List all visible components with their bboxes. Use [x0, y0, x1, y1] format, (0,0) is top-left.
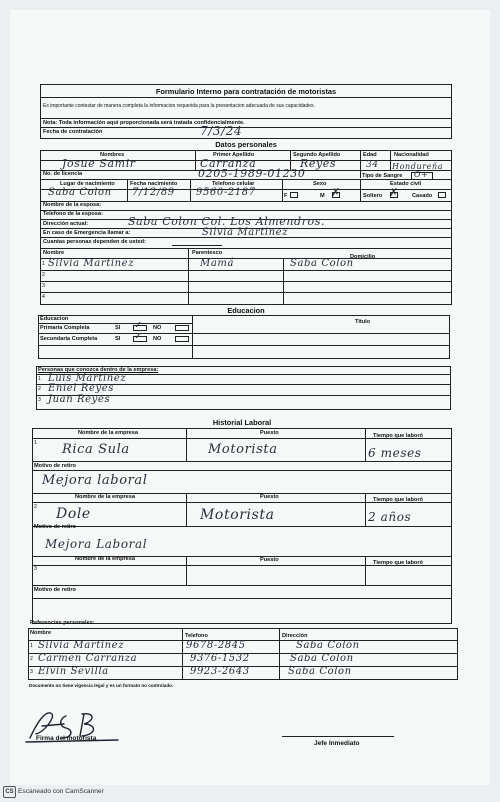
soltero-label: Soltero — [363, 193, 383, 199]
primaria-no-label: NO — [153, 325, 162, 331]
educacion-box — [38, 315, 450, 359]
job-1-puesto[interactable]: Motorista — [208, 442, 278, 457]
soltero-check-mark: ✗ — [389, 187, 399, 199]
ref-telefono-label: Telefono — [185, 633, 208, 639]
ref-2-direccion[interactable]: Saba Colon — [290, 653, 354, 664]
job-1-tiempo-label: Tiempo que laboró — [373, 433, 423, 439]
camscanner-badge-text: CS — [5, 789, 14, 795]
ref-1-num: 1 — [30, 643, 33, 649]
job-3-motivo-label: Motivo de retiro — [34, 587, 76, 593]
primaria-no-checkbox[interactable] — [175, 325, 189, 331]
secundaria-label: Secundaria Completa — [40, 336, 98, 342]
job-2-tiempo-label: Tiempo que laboró — [373, 497, 423, 503]
casado-checkbox[interactable] — [438, 192, 446, 198]
job-2-puesto[interactable]: Motorista — [200, 507, 275, 523]
dep-nombre-label: Nombre — [43, 250, 65, 256]
job-1-puesto-label: Puesto — [260, 430, 279, 436]
telefono-celular-label: Telefono celular — [212, 181, 255, 187]
job-2-motivo[interactable]: Mejora Laboral — [45, 537, 148, 551]
dep-parentesco-label: Parentesco — [192, 250, 223, 256]
titulo-col-label: Titulo — [355, 319, 371, 325]
job-3-tiempo-label: Tiempo que laboró — [373, 560, 423, 566]
dep-row-1-domicilio[interactable]: Saba Colon — [290, 258, 354, 269]
telefono-celular-value[interactable]: 9560-2187 — [196, 187, 256, 198]
disclaimer: Documento no tiene vigencia legal y es un formato no controlado. — [29, 683, 174, 688]
job-2-puesto-label: Puesto — [260, 494, 279, 500]
referencias-label: Referencias personales: — [30, 620, 95, 626]
dep-row-1-parentesco[interactable]: Mamá — [200, 258, 235, 269]
job-2-empresa-label: Nombre de la empresa — [75, 494, 136, 500]
ref-2-num: 2 — [30, 656, 33, 662]
primaria-si-label: SI — [115, 325, 121, 331]
ref-1-nombre[interactable]: Silvia Martinez — [38, 640, 125, 651]
persona-3-name[interactable]: Juan Reyes — [48, 394, 111, 405]
job-1-num: 1 — [34, 440, 37, 446]
job-3-empresa-label: Nombre de la empresa — [75, 556, 136, 562]
dep-row-3-num: 3 — [42, 283, 45, 289]
sexo-label: Sexo — [313, 181, 327, 187]
job-2-num: 2 — [34, 504, 37, 510]
fecha-contratacion-label: Fecha de contratación — [43, 129, 103, 135]
job-3-num: 3 — [34, 566, 37, 572]
lugar-nacimiento-label: Lugar de nacimiento — [60, 181, 115, 187]
primer-apellido-value[interactable]: Carranza — [200, 157, 257, 170]
dep-row-1-nombre[interactable]: Silvia Martinez — [48, 258, 135, 269]
sexo-f-checkbox[interactable] — [290, 192, 298, 198]
primaria-si-check-mark: ✓ — [134, 320, 143, 331]
dep-row-4-num: 4 — [42, 294, 45, 300]
sexo-m-check-mark: ✗ — [331, 187, 341, 199]
tipo-sangre-value[interactable]: O+ — [414, 170, 429, 179]
camscanner-badge — [3, 786, 16, 798]
job-1-motivo-label: Motivo de retiro — [34, 463, 76, 469]
esposa-telefono-label: Telefono de la esposa: — [43, 211, 103, 217]
emergencia-label: En caso de Emergencia llamar a: — [43, 230, 131, 236]
job-1-tiempo[interactable]: 6 meses — [368, 446, 422, 460]
job-1-empresa-label: Nombre de la empresa — [78, 430, 139, 436]
primaria-label: Primaria Completa — [40, 325, 90, 331]
ref-nombre-label: Nombre — [30, 630, 52, 636]
primer-apellido-label: Primer Apellido — [213, 152, 255, 158]
segundo-apellido-label: Segundo Apellido — [293, 152, 341, 158]
direccion-label: Dirección actual: — [43, 221, 89, 227]
educacion-title: Educacion — [227, 306, 265, 315]
personas-label: Personas que conozca dentro de la empresa: — [38, 367, 159, 373]
persona-1-num: 1 — [38, 376, 41, 382]
licencia-value[interactable]: 0205-1989-01230 — [198, 167, 306, 180]
form-intro: Es importante contestar de manera completa la informacion requerida para la presentacion adecuada de sus capacidades. — [43, 103, 315, 109]
ref-3-nombre[interactable]: Elvin Sevilla — [38, 666, 109, 677]
dep-domicilio-label: Domicilio — [350, 254, 376, 260]
edad-value[interactable]: 34 — [366, 160, 379, 170]
nombres-value[interactable]: Josue Samir — [62, 157, 136, 170]
firma-motorista-label: Firma del motorista — [36, 735, 97, 742]
persona-1-name[interactable]: Luis Martinez — [48, 373, 127, 384]
job-1-motivo[interactable]: Mejora laboral — [42, 473, 148, 488]
ref-direccion-label: Dirección — [282, 633, 308, 639]
edad-label: Edad — [363, 152, 377, 158]
secundaria-si-label: SI — [115, 336, 121, 342]
job-1-empresa[interactable]: Rica Sula — [62, 442, 130, 457]
fecha-nacimiento-label: Fecha nacimiento — [130, 181, 178, 187]
secundaria-si-check-mark: ✓ — [134, 331, 143, 342]
job-2-tiempo[interactable]: 2 años — [368, 510, 412, 524]
job-3-puesto-label: Puesto — [260, 557, 279, 563]
sexo-f-label: F — [284, 193, 288, 199]
jefe-inmediato-label: Jefe Inmediato — [314, 740, 360, 747]
ref-3-telefono[interactable]: 9923-2643 — [190, 666, 250, 677]
segundo-apellido-value[interactable]: Reyes — [300, 157, 337, 170]
ref-3-direccion[interactable]: Saba Colon — [288, 666, 352, 677]
ref-3-num: 3 — [30, 669, 33, 675]
dependen-label: Cuantas personas dependen de usted: — [43, 239, 146, 245]
educacion-col-label: Educacion — [40, 316, 69, 322]
casado-label: Casado — [412, 193, 433, 199]
secundaria-no-label: NO — [153, 336, 162, 342]
dep-row-2-num: 2 — [42, 272, 45, 278]
ref-2-telefono[interactable]: 9376-1532 — [190, 653, 250, 664]
emergencia-value[interactable]: Silvia Martinez — [202, 227, 289, 238]
estado-civil-label: Estado civil — [390, 181, 422, 187]
historial-title: Historial Laboral — [212, 418, 272, 427]
job-2-motivo-label: Motivo de retiro — [34, 524, 76, 530]
dep-row-1-num: 1 — [42, 261, 45, 267]
secundaria-no-checkbox[interactable] — [175, 336, 189, 342]
persona-3-num: 3 — [38, 397, 41, 403]
sexo-m-label: M — [320, 193, 325, 199]
tipo-sangre-label: Tipo de Sangre — [362, 173, 403, 179]
esposa-nombre-label: Nombre de la esposa: — [43, 202, 102, 208]
confidential-note: Nota: Toda información aquí proporcionada será tratada confidencialmente. — [43, 120, 245, 126]
job-2-empresa[interactable]: Dole — [56, 506, 91, 522]
persona-2-name[interactable]: Eniel Reyes — [48, 383, 114, 394]
camscanner-text: Escaneado con CamScanner — [18, 788, 104, 795]
nacionalidad-value[interactable]: Hondureña — [392, 162, 444, 171]
form-title: Formulario Interno para contratación de motoristas — [155, 87, 337, 96]
nacionalidad-label: Nacionalidad — [394, 152, 429, 158]
fecha-nacimiento-value[interactable]: 7/12/89 — [132, 187, 175, 198]
fecha-contratacion-value[interactable]: 7/3/24 — [200, 124, 243, 138]
direccion-value[interactable]: Saba Colon Col. Los Almendros. — [128, 215, 326, 228]
licencia-label: No. de licencia — [43, 171, 83, 177]
ref-1-direccion[interactable]: Saba Colon — [296, 640, 360, 651]
ref-1-telefono[interactable]: 9678-2845 — [186, 640, 246, 651]
lugar-nacimiento-value[interactable]: Saba Colon — [48, 187, 112, 198]
nombres-label: Nombres — [100, 152, 125, 158]
datos-personales-title: Datos personales — [215, 140, 277, 149]
persona-2-num: 2 — [38, 386, 41, 392]
ref-2-nombre[interactable]: Carmen Carranza — [38, 653, 138, 664]
